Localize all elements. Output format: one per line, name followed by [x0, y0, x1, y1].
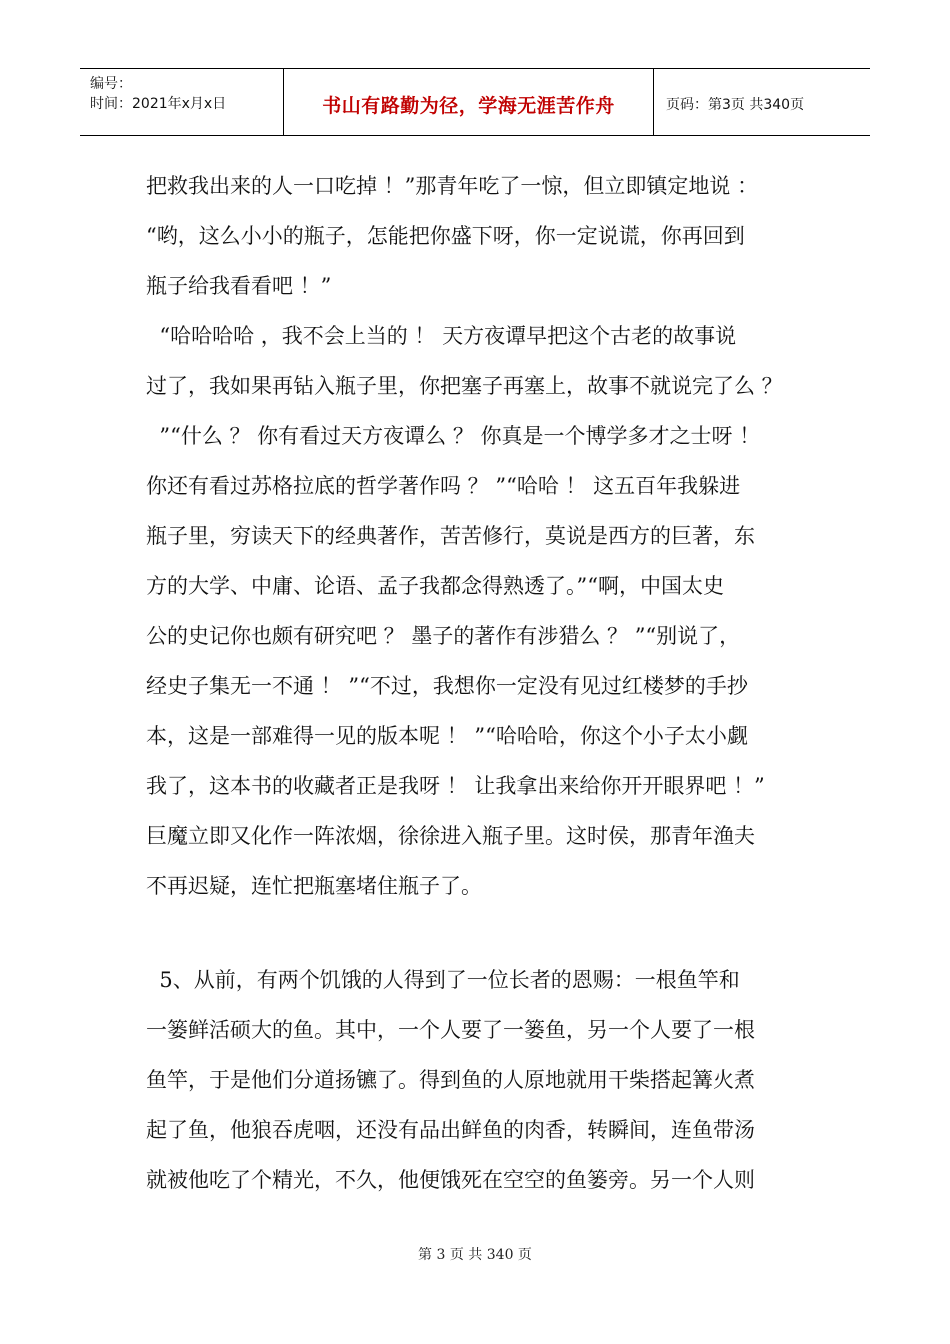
header-motto: 书山有路勤为径，学海无涯苦作舟 [322, 95, 615, 117]
text-line: 我了，这本书的收藏者正是我呀 ！ 让我拿出来给你开开眼界吧 ！” [146, 774, 765, 798]
text-line: 瓶子给我看看吧 ！” [146, 274, 332, 298]
header-meta-cell [80, 69, 284, 135]
document-date: 时间：2021年x月x日 [90, 96, 227, 112]
header-page-info: 页码：第3页 共340页 [666, 97, 805, 113]
text-line: “哟，这么小小的瓶子，怎能把你盛下呀，你一定说谎，你再回到 [146, 224, 745, 248]
document-number-label: 编号： [90, 76, 132, 92]
text-line: 鱼竿，于是他们分道扬镳了。得到鱼的人原地就用干柴搭起篝火煮 [146, 1068, 755, 1092]
text-line: “哈哈哈哈 ，我不会上当的 ！ 天方夜谭早把这个古老的故事说 [146, 324, 737, 348]
text-line: 本，这是一部难得一见的版本呢 ！ ”“哈哈哈，你这个小子太小觑 [146, 724, 748, 748]
text-line: ”“什么 ？ 你有看过天方夜谭么 ？ 你真是一个博学多才之士呀 ！ [146, 424, 761, 448]
text-line: 起了鱼，他狼吞虎咽，还没有品出鲜鱼的肉香，转瞬间，连鱼带汤 [146, 1118, 755, 1142]
header-motto-cell [284, 69, 654, 135]
text-line: 你还有看过苏格拉底的哲学著作吗 ？ ”“哈哈 ！ 这五百年我躲进 [146, 474, 741, 498]
text-line: 过了，我如果再钻入瓶子里，你把塞子再塞上，故事不就说完了么 ？ [146, 374, 783, 398]
text-line: 一篓鲜活硕大的鱼。其中，一个人要了一篓鱼，另一个人要了一根 [146, 1018, 755, 1042]
page-footer: 第 3 页 共 340 页 [418, 1247, 532, 1263]
text-line: 经史子集无一不通 ！ ”“不过，我想你一定没有见过红楼梦的手抄 [146, 674, 748, 698]
page-header [80, 68, 870, 136]
text-line: 巨魔立即又化作一阵浓烟，徐徐进入瓶子里。这时侯，那青年渔夫 [146, 824, 755, 848]
text-line: 5、从前，有两个饥饿的人得到了一位长者的恩赐：一根鱼竿和 [146, 968, 740, 992]
text-line: 不再迟疑，连忙把瓶塞堵住瓶子了。 [146, 874, 482, 898]
text-line: 瓶子里，穷读天下的经典著作，苦苦修行，莫说是西方的巨著，东 [146, 524, 755, 548]
text-line: 方的大学、中庸、论语、孟子我都念得熟透了。”“啊，中国太史 [146, 574, 724, 598]
text-line: 公的史记你也颇有研究吧 ？ 墨子的著作有涉猎么 ？ ”“别说了， [146, 624, 741, 648]
text-line: 就被他吃了个精光，不久，他便饿死在空空的鱼篓旁。另一个人则 [146, 1168, 755, 1192]
text-line: 把救我出来的人一口吃掉 ！”那青年吃了一惊，但立即镇定地说 ： [146, 174, 759, 198]
header-page-cell [654, 69, 870, 135]
